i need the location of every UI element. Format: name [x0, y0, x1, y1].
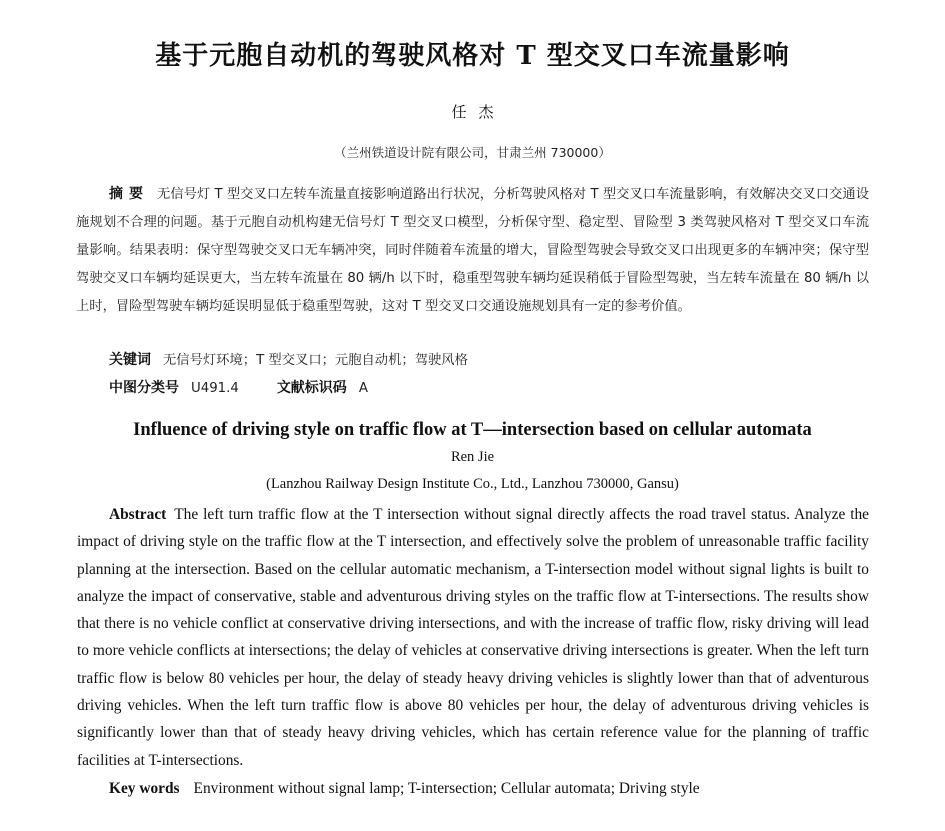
- chinese-abstract-text: 无信号灯 T 型交叉口左转车流量直接影响道路出行状况，分析驾驶风格对 T 型交叉口车流量影响，有效解决交叉口交通设施规划不合理的问题。基于元胞自动机构建无信号灯 T 型交叉口模型，分析保守型、稳定型、冒险型 3 类驾驶风格对 T 型交叉口车流量影响。结果表明：保守型驾驶交叉口无车辆冲突，同时伴随着车流量的增大，冒险型驾驶会导致交叉口出现更多的车辆冲突；保守型驾驶交叉口车辆均延误更大，当左转车流量在 80 辆/h 以下时，稳重型驾驶车辆均延误稍低于冒险型驾驶，当左转车流量在 80 辆/h 以上时，冒险型驾驶车辆均延误明显低于稳重型驾驶，这对 T 型交叉口交通设施规划具有一定的参考价值。: [76, 187, 869, 314]
- english-abstract-label: Abstract: [109, 506, 167, 523]
- chinese-affiliation: （兰州铁道设计院有限公司，甘肃兰州 730000）: [334, 145, 611, 160]
- clc-label: 中图分类号: [109, 380, 179, 396]
- chinese-abstract: [76, 180, 869, 321]
- chinese-abstract-label: 摘要: [109, 186, 150, 202]
- clc-value: U491.4: [191, 381, 239, 396]
- chinese-keywords-label: 关键词: [109, 352, 151, 368]
- english-keywords-text: Environment without signal lamp; T-intersection; Cellular automata; Driving style: [193, 780, 700, 797]
- english-affiliation: (Lanzhou Railway Design Institute Co., Ltd., Lanzhou 730000, Gansu): [266, 476, 679, 492]
- english-title: Influence of driving style on traffic flow at T—intersection based on cellular automata: [133, 420, 812, 440]
- chinese-title: 基于元胞自动机的驾驶风格对 T 型交叉口车流量影响: [155, 41, 790, 71]
- classification-line: [109, 377, 368, 397]
- chinese-author: 任杰: [451, 103, 506, 121]
- doc-code-value: A: [358, 381, 368, 396]
- english-abstract-text: The left turn traffic flow at the T intersection without signal directly affects the road travel status. Analyze the impact of driving style on the traffic flow at the T intersection, and effectively solve the problem of unreasonable traffic facility planning at the intersection. Based on the cellular automatic mechanism, a T-intersection model without signal lights is built to analyze the impact of conservative, stable and adventurous driving styles on the traffic flow at T-intersections. The results show that there is no vehicle conflict at conservative driving intersections, and with the increase of traffic flow, risky driving will lead to more vehicle conflicts at intersections; the delay of vehicles at conservative driving intersections is greater. When the left turn traffic flow is below 80 vehicles per hour, the delay of steady heavy driving vehicles is slightly lower than that of adventurous driving vehicles. When the left turn traffic flow is above 80 vehicles per hour, the delay of adventurous driving vehicles is significantly lower than that of steady heavy driving vehicles, which has certain reference value for the planning of traffic facilities at T-intersections.: [77, 506, 869, 769]
- chinese-keywords-text: 无信号灯环境；T 型交叉口；元胞自动机；驾驶风格: [163, 353, 468, 368]
- chinese-keywords: [109, 349, 468, 369]
- english-abstract: [77, 501, 869, 774]
- english-keywords: [109, 780, 700, 798]
- english-keywords-label: Key words: [109, 780, 180, 797]
- doc-code-label: 文献标识码: [276, 380, 347, 396]
- english-author: Ren Jie: [450, 449, 495, 465]
